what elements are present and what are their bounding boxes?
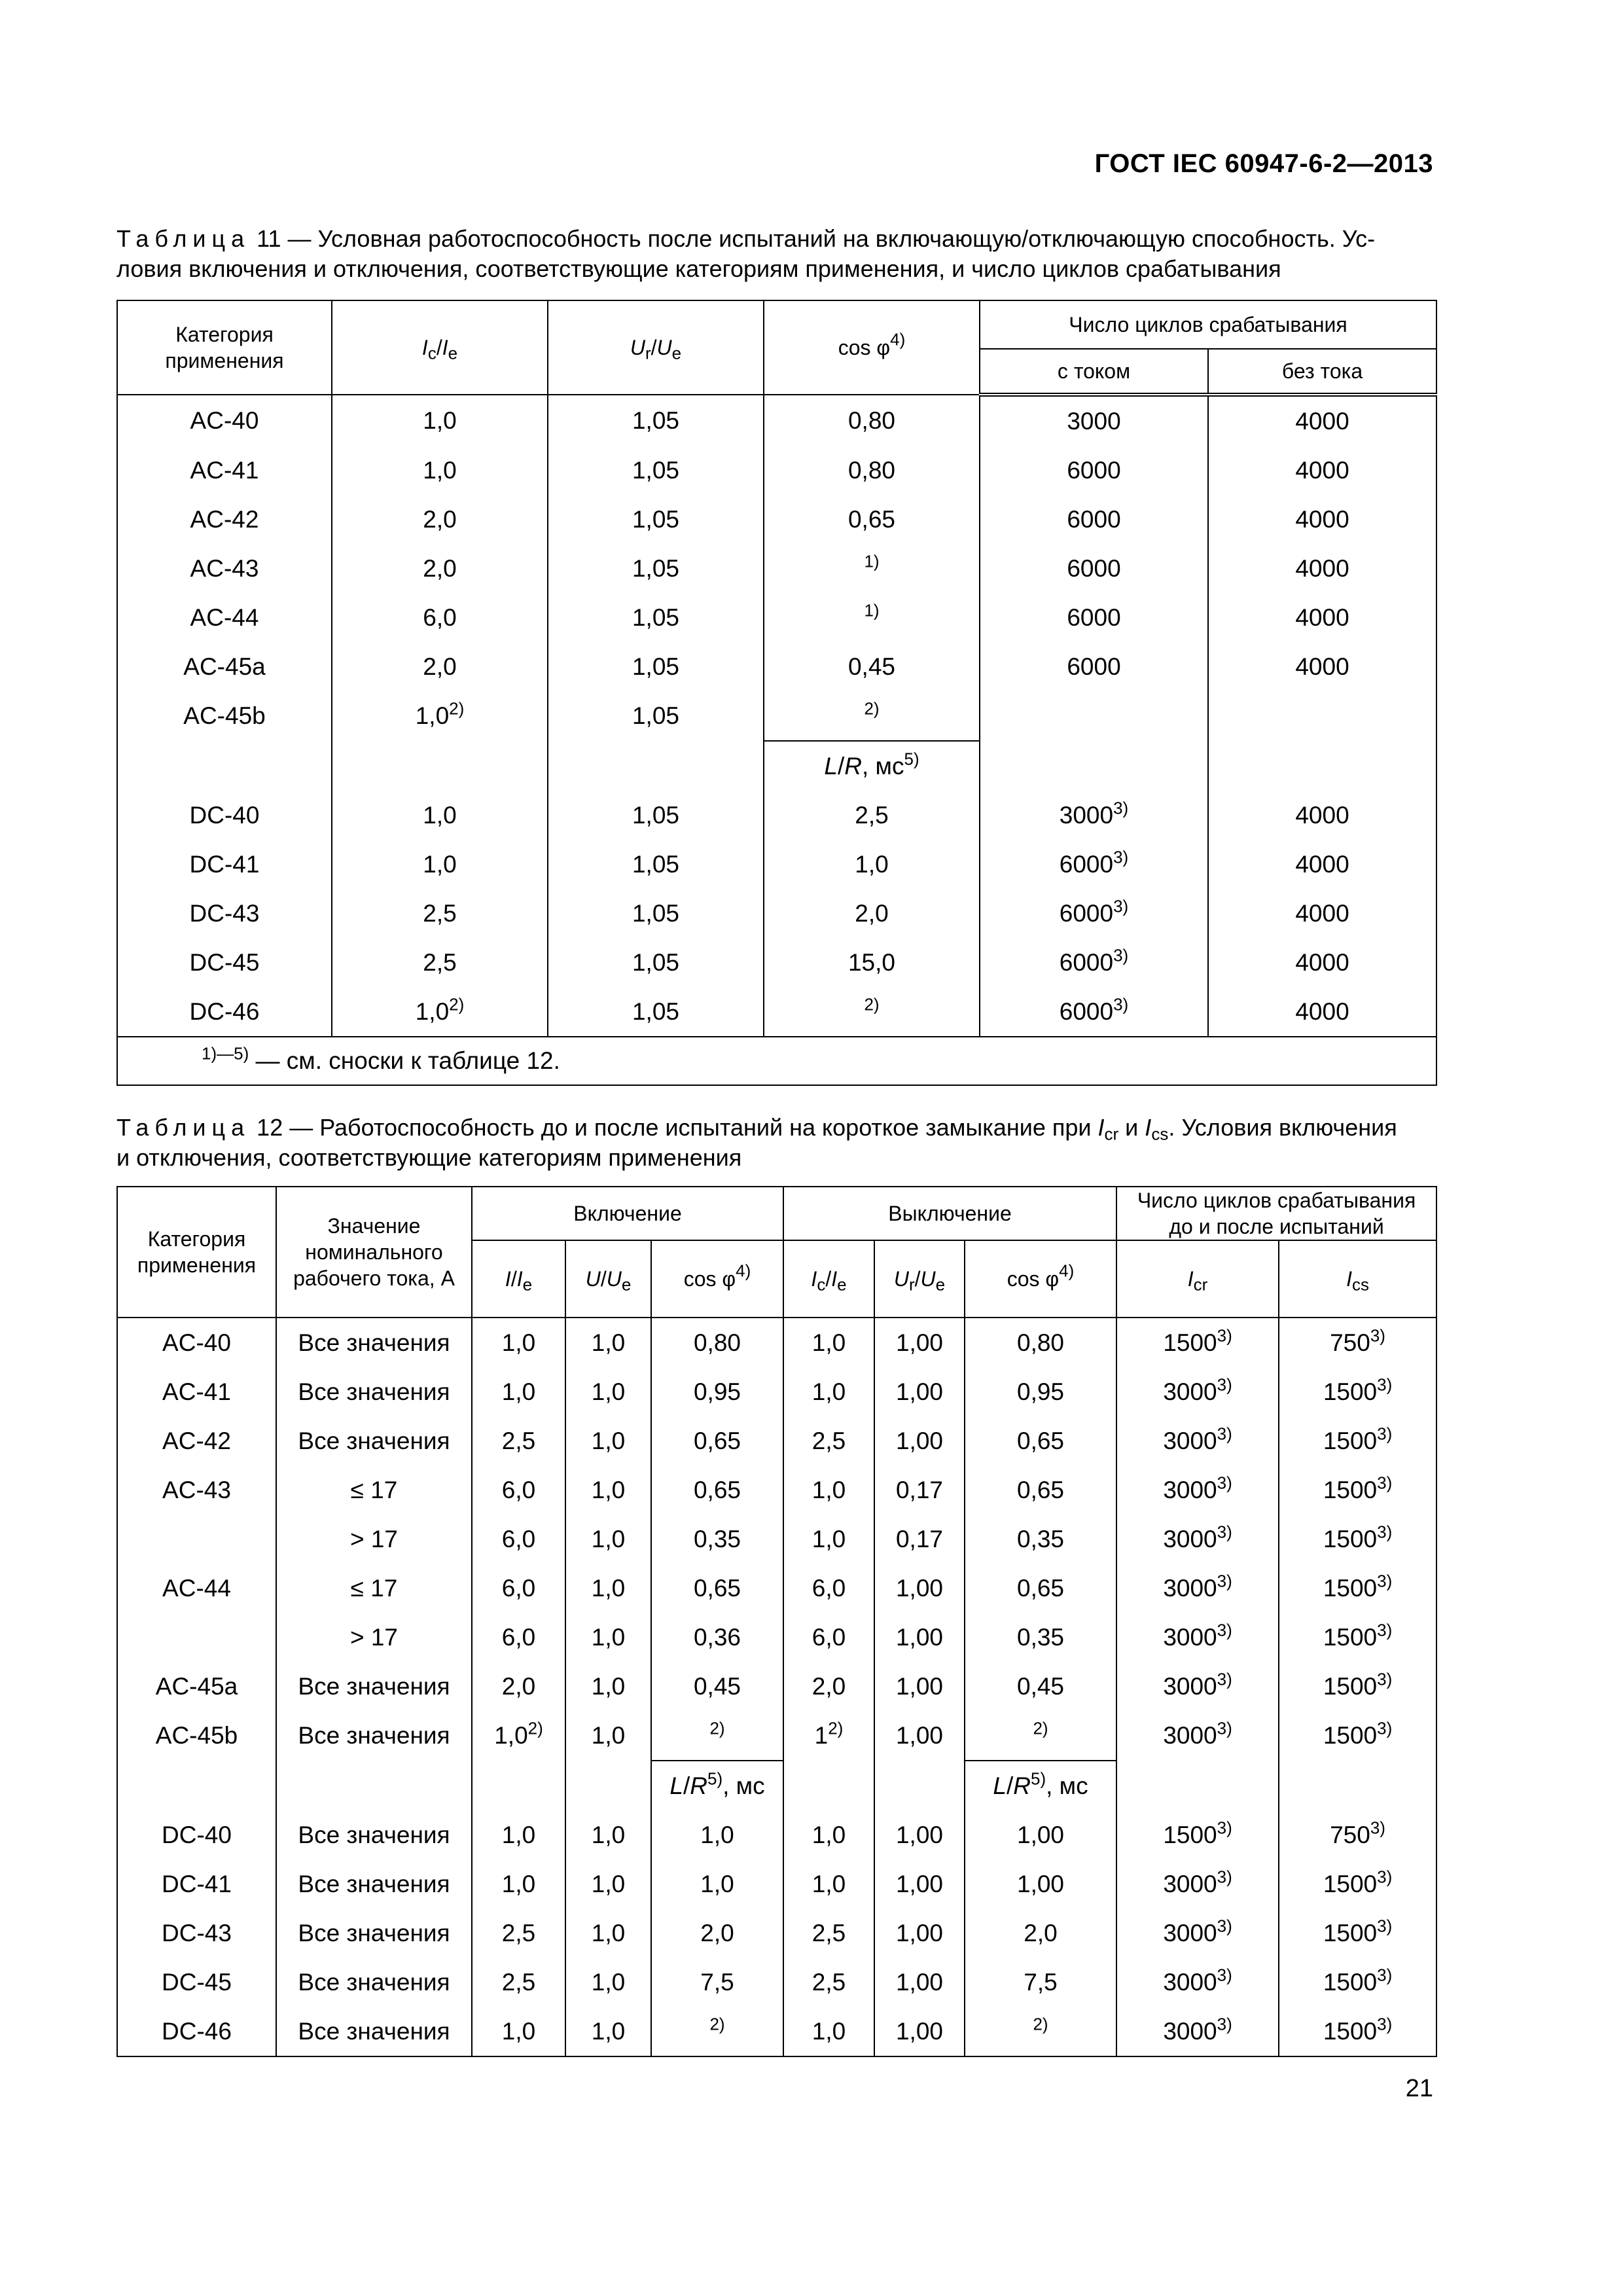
t12-header-category: Категория применения <box>117 1187 276 1318</box>
icr-cell: 3000$^{3)}$ <box>1116 1416 1279 1465</box>
on-u-cell: 1,0 <box>565 1515 651 1564</box>
ic-ie-cell: 1,0 <box>332 840 548 889</box>
table12-caption: Таблица 12 — Работоспособность до и после испытаний на короткое замыкание при $I_{cr}$ и $I_{cs}$. Условия включения и отключения, соответствующие категориям применения <box>116 1113 1436 1173</box>
cycles-with-current-cell: 6000 <box>980 593 1208 642</box>
off-ur-cell: 1,00 <box>874 1662 965 1711</box>
current-value-cell: Все значения <box>276 1909 472 1958</box>
ic-ie-cell: 2,0 <box>332 544 548 593</box>
ur-ue-cell: 1,05 <box>548 938 764 987</box>
t12-header-off: Выключение <box>783 1187 1116 1240</box>
ic-ie-cell: 2,5 <box>332 889 548 938</box>
category-cell: DC-41 <box>117 1859 276 1909</box>
category-cell: AC-44 <box>117 1564 276 1613</box>
icr-cell: 3000$^{3)}$ <box>1116 1909 1279 1958</box>
current-value-cell: Все значения <box>276 1318 472 1367</box>
on-cos-cell: 2) <box>651 1711 783 1761</box>
off-ur-cell: 1,00 <box>874 1958 965 2007</box>
t11-header-ur-ue: $U_r/U_e$ <box>548 300 764 395</box>
on-i-cell: 2,0 <box>472 1662 565 1711</box>
table-row <box>117 1662 1436 1711</box>
ic-ie-cell: 2,5 <box>332 938 548 987</box>
t12-header-ic-ie: $I_c/I_e$ <box>783 1240 874 1318</box>
off-ic-cell: 2,5 <box>783 1416 874 1465</box>
on-u-cell: 1,0 <box>565 1318 651 1367</box>
ics-cell: 750$^{3)}$ <box>1279 1810 1436 1859</box>
cycles-with-current-cell: 3000$^{3)}$ <box>980 791 1208 840</box>
table11-footnote: $^{1)—5)}$ — см. сноски к таблице 12. <box>117 1037 1436 1085</box>
on-cos-cell: 0,65 <box>651 1564 783 1613</box>
category-cell: DC-46 <box>117 987 332 1037</box>
icr-cell: 3000$^{3)}$ <box>1116 2007 1279 2056</box>
ic-ie-cell: 1,0$^{2)}$ <box>332 691 548 741</box>
table-row <box>117 642 1436 691</box>
ur-ue-cell: 1,05 <box>548 840 764 889</box>
table12 <box>116 1186 1437 2057</box>
category-cell: AC-40 <box>117 1318 276 1367</box>
ic-ie-cell: 2,0 <box>332 642 548 691</box>
t12-header-ur-ue: $U_r/U_e$ <box>874 1240 965 1318</box>
on-i-cell: 2,5 <box>472 1416 565 1465</box>
off-ur-cell: 1,00 <box>874 1318 965 1367</box>
on-cos-cell: 0,36 <box>651 1613 783 1662</box>
empty-cell <box>472 1761 565 1810</box>
current-value-cell: Все значения <box>276 1416 472 1465</box>
icr-cell: 3000$^{3)}$ <box>1116 1465 1279 1515</box>
cos-cell: 1) <box>764 544 980 593</box>
cycles-without-current-cell: 4000 <box>1208 593 1436 642</box>
category-cell: AC-42 <box>117 1416 276 1465</box>
icr-cell: 3000$^{3)}$ <box>1116 1958 1279 2007</box>
on-i-cell: 1,0$^{2)}$ <box>472 1711 565 1761</box>
empty-cell <box>565 1761 651 1810</box>
ic-ie-cell: 1,0 <box>332 446 548 495</box>
cycles-without-current-cell: 4000 <box>1208 987 1436 1037</box>
table-row <box>117 495 1436 544</box>
on-u-cell: 1,0 <box>565 1613 651 1662</box>
on-u-cell: 1,0 <box>565 1416 651 1465</box>
category-cell: AC-41 <box>117 1367 276 1416</box>
category-cell: DC-43 <box>117 1909 276 1958</box>
empty-cell <box>117 741 332 791</box>
off-ic-cell: 1,0 <box>783 1859 874 1909</box>
table11-caption-number: 11 <box>257 225 281 252</box>
cycles-with-current-cell: 6000 <box>980 446 1208 495</box>
off-cos-cell: 2) <box>965 1711 1116 1761</box>
on-u-cell: 1,0 <box>565 1564 651 1613</box>
table-row <box>117 1909 1436 1958</box>
on-i-cell: 6,0 <box>472 1564 565 1613</box>
category-cell: AC-43 <box>117 1465 276 1515</box>
table-row <box>117 2007 1436 2056</box>
current-value-cell: > 17 <box>276 1515 472 1564</box>
off-ur-cell: 1,00 <box>874 1416 965 1465</box>
on-i-cell: 1,0 <box>472 1859 565 1909</box>
ics-cell: 1500$^{3)}$ <box>1279 1515 1436 1564</box>
off-lr-label: $L/R^{5)}$, мс <box>965 1761 1116 1810</box>
on-u-cell: 1,0 <box>565 1662 651 1711</box>
table-row <box>117 1515 1436 1564</box>
ic-ie-cell: 2,0 <box>332 495 548 544</box>
t11-header-with-current: с током <box>980 349 1208 395</box>
off-ur-cell: 0,17 <box>874 1515 965 1564</box>
current-value-cell: ≤ 17 <box>276 1465 472 1515</box>
empty-cell <box>276 1761 472 1810</box>
ur-ue-cell: 1,05 <box>548 691 764 741</box>
on-i-cell: 1,0 <box>472 1318 565 1367</box>
table11-footnote-row <box>117 1037 1436 1085</box>
category-cell: DC-45 <box>117 938 332 987</box>
cycles-with-current-cell: 3000 <box>980 395 1208 446</box>
category-cell: AC-40 <box>117 395 332 446</box>
current-value-cell: Все значения <box>276 1367 472 1416</box>
table-row <box>117 1564 1436 1613</box>
on-cos-cell: 7,5 <box>651 1958 783 2007</box>
icr-cell: 3000$^{3)}$ <box>1116 1662 1279 1711</box>
t12-header-u-ue: $U/U_e$ <box>565 1240 651 1318</box>
icr-cell: 3000$^{3)}$ <box>1116 1613 1279 1662</box>
table-row <box>117 1416 1436 1465</box>
category-cell: AC-45b <box>117 1711 276 1761</box>
cycles-without-current-cell: 4000 <box>1208 446 1436 495</box>
table-row <box>117 593 1436 642</box>
category-cell: AC-41 <box>117 446 332 495</box>
table12-caption-number: 12 <box>257 1114 283 1141</box>
off-ur-cell: 1,00 <box>874 1909 965 1958</box>
empty-cell <box>874 1761 965 1810</box>
category-cell: AC-45b <box>117 691 332 741</box>
ic-ie-cell: 1,0$^{2)}$ <box>332 987 548 1037</box>
icr-cell: 3000$^{3)}$ <box>1116 1515 1279 1564</box>
off-cos-cell: 0,65 <box>965 1416 1116 1465</box>
table11 <box>116 300 1437 1086</box>
on-cos-cell: 0,35 <box>651 1515 783 1564</box>
off-cos-cell: 0,45 <box>965 1662 1116 1711</box>
ics-cell: 1500$^{3)}$ <box>1279 1416 1436 1465</box>
off-cos-cell: 0,95 <box>965 1367 1116 1416</box>
off-cos-cell: 1,00 <box>965 1810 1116 1859</box>
table-row <box>117 938 1436 987</box>
on-i-cell: 2,5 <box>472 1958 565 2007</box>
cycles-with-current-cell: 6000 <box>980 544 1208 593</box>
table-row <box>117 791 1436 840</box>
category-cell: DC-40 <box>117 1810 276 1859</box>
ur-ue-cell: 1,05 <box>548 987 764 1037</box>
standard-designation: ГОСТ IEC 60947-6-2—2013 <box>1094 149 1433 178</box>
on-i-cell: 1,0 <box>472 1367 565 1416</box>
on-cos-cell: 2,0 <box>651 1909 783 1958</box>
category-cell: AC-45a <box>117 1662 276 1711</box>
on-u-cell: 1,0 <box>565 1958 651 2007</box>
ur-ue-cell: 1,05 <box>548 593 764 642</box>
on-i-cell: 6,0 <box>472 1465 565 1515</box>
off-cos-cell: 0,35 <box>965 1515 1116 1564</box>
table12-caption-line2: и отключения, соответствующие категориям применения <box>116 1144 742 1171</box>
off-ic-cell: 1,0 <box>783 1515 874 1564</box>
cos-cell: 0,80 <box>764 395 980 446</box>
on-i-cell: 6,0 <box>472 1613 565 1662</box>
on-u-cell: 1,0 <box>565 1465 651 1515</box>
cycles-without-current-cell <box>1208 691 1436 741</box>
on-cos-cell: 0,65 <box>651 1416 783 1465</box>
empty-cell <box>980 741 1208 791</box>
on-cos-cell: 2) <box>651 2007 783 2056</box>
t12-header-off-cos: $\cos \varphi^{4)}$ <box>965 1240 1116 1318</box>
category-cell: DC-40 <box>117 791 332 840</box>
table11-caption-line1: — Условная работоспособность после испытаний на включающую/отключающую способность. Ус- <box>281 225 1376 252</box>
lr-cell: 2) <box>764 987 980 1037</box>
lr-label: L/R, $мс^{5)}$ <box>764 741 980 791</box>
on-u-cell: 1,0 <box>565 2007 651 2056</box>
ur-ue-cell: 1,05 <box>548 495 764 544</box>
t11-header-cos: $\cos \varphi^{4)}$ <box>764 300 980 395</box>
table12-caption-label: Таблица <box>116 1114 251 1141</box>
on-u-cell: 1,0 <box>565 1810 651 1859</box>
cycles-without-current-cell: 4000 <box>1208 938 1436 987</box>
lr-cell: 2,0 <box>764 889 980 938</box>
t11-header-cycles: Число циклов срабатывания <box>980 300 1436 349</box>
ics-cell: 1500$^{3)}$ <box>1279 1367 1436 1416</box>
table-row <box>117 1859 1436 1909</box>
t12-header-current-value: Значение номинального рабочего тока, А <box>276 1187 472 1318</box>
table-row <box>117 395 1436 446</box>
category-cell: AC-44 <box>117 593 332 642</box>
off-cos-cell: 0,35 <box>965 1613 1116 1662</box>
on-cos-cell: 1,0 <box>651 1859 783 1909</box>
cycles-without-current-cell: 4000 <box>1208 642 1436 691</box>
ur-ue-cell: 1,05 <box>548 791 764 840</box>
off-ic-cell: 2,0 <box>783 1662 874 1711</box>
on-u-cell: 1,0 <box>565 1859 651 1909</box>
lr-cell: 1,0 <box>764 840 980 889</box>
empty-cell <box>1116 1761 1279 1810</box>
on-cos-cell: 0,65 <box>651 1465 783 1515</box>
t12-header-i-ie: $I/I_e$ <box>472 1240 565 1318</box>
cos-cell: 0,45 <box>764 642 980 691</box>
cycles-with-current-cell: 6000 <box>980 495 1208 544</box>
off-ic-cell: 1,0 <box>783 1367 874 1416</box>
on-i-cell: 6,0 <box>472 1515 565 1564</box>
table-row <box>117 1367 1436 1416</box>
ur-ue-cell: 1,05 <box>548 544 764 593</box>
table-row <box>117 987 1436 1037</box>
current-value-cell: Все значения <box>276 1810 472 1859</box>
on-lr-label: $L/R^{5)}$, мс <box>651 1761 783 1810</box>
cycles-without-current-cell: 4000 <box>1208 889 1436 938</box>
cycles-with-current-cell: 6000$^{3)}$ <box>980 840 1208 889</box>
on-u-cell: 1,0 <box>565 1711 651 1761</box>
category-cell <box>117 1515 276 1564</box>
empty-cell <box>1208 741 1436 791</box>
cycles-without-current-cell: 4000 <box>1208 495 1436 544</box>
on-cos-cell: 0,45 <box>651 1662 783 1711</box>
off-cos-cell: 1,00 <box>965 1859 1116 1909</box>
off-ic-cell: 1$^{2)}$ <box>783 1711 874 1761</box>
page-number: 21 <box>1405 2075 1433 2102</box>
empty-cell <box>1279 1761 1436 1810</box>
empty-cell <box>117 1761 276 1810</box>
current-value-cell: > 17 <box>276 1613 472 1662</box>
on-u-cell: 1,0 <box>565 1909 651 1958</box>
lr-subheader-row <box>117 741 1436 791</box>
table-row <box>117 1318 1436 1367</box>
on-i-cell: 1,0 <box>472 1810 565 1859</box>
ics-cell: 1500$^{3)}$ <box>1279 1859 1436 1909</box>
cos-cell: 1) <box>764 593 980 642</box>
cycles-with-current-cell: 6000$^{3)}$ <box>980 938 1208 987</box>
current-value-cell: Все значения <box>276 2007 472 2056</box>
off-ic-cell: 1,0 <box>783 1318 874 1367</box>
t11-header-without-current: без тока <box>1208 349 1436 395</box>
ic-ie-cell: 1,0 <box>332 791 548 840</box>
category-cell: DC-45 <box>117 1958 276 2007</box>
off-cos-cell: 0,65 <box>965 1465 1116 1515</box>
table-row <box>117 1810 1436 1859</box>
ic-ie-cell: 6,0 <box>332 593 548 642</box>
table-row <box>117 1958 1436 2007</box>
category-cell: AC-43 <box>117 544 332 593</box>
on-cos-cell: 0,80 <box>651 1318 783 1367</box>
ics-cell: 1500$^{3)}$ <box>1279 1958 1436 2007</box>
cycles-without-current-cell: 4000 <box>1208 544 1436 593</box>
ics-cell: 1500$^{3)}$ <box>1279 1465 1436 1515</box>
t11-header-category: Категория применения <box>117 300 332 395</box>
ics-cell: 1500$^{3)}$ <box>1279 1711 1436 1761</box>
off-ur-cell: 1,00 <box>874 1810 965 1859</box>
ics-cell: 750$^{3)}$ <box>1279 1318 1436 1367</box>
current-value-cell: Все значения <box>276 1662 472 1711</box>
current-value-cell: Все значения <box>276 1958 472 2007</box>
ic-ie-cell: 1,0 <box>332 395 548 446</box>
ur-ue-cell: 1,05 <box>548 395 764 446</box>
off-ic-cell: 6,0 <box>783 1613 874 1662</box>
off-ur-cell: 0,17 <box>874 1465 965 1515</box>
off-ic-cell: 2,5 <box>783 1958 874 2007</box>
table11-caption-label: Таблица <box>116 225 251 252</box>
cycles-with-current-cell: 6000$^{3)}$ <box>980 987 1208 1037</box>
off-ur-cell: 1,00 <box>874 1613 965 1662</box>
icr-cell: 3000$^{3)}$ <box>1116 1367 1279 1416</box>
cycles-with-current-cell: 6000$^{3)}$ <box>980 889 1208 938</box>
cos-cell: 2) <box>764 691 980 741</box>
lr-subheader-row <box>117 1761 1436 1810</box>
off-ur-cell: 1,00 <box>874 1711 965 1761</box>
icr-cell: 1500$^{3)}$ <box>1116 1810 1279 1859</box>
t12-header-icr: $I_{cr}$ <box>1116 1240 1279 1318</box>
off-ic-cell: 1,0 <box>783 1465 874 1515</box>
category-cell <box>117 1613 276 1662</box>
table-row <box>117 691 1436 741</box>
cycles-with-current-cell: 6000 <box>980 642 1208 691</box>
on-u-cell: 1,0 <box>565 1367 651 1416</box>
ics-cell: 1500$^{3)}$ <box>1279 1909 1436 1958</box>
off-ur-cell: 1,00 <box>874 1367 965 1416</box>
lr-cell: 15,0 <box>764 938 980 987</box>
icr-cell: 3000$^{3)}$ <box>1116 1859 1279 1909</box>
off-ic-cell: 1,0 <box>783 2007 874 2056</box>
off-cos-cell: 0,65 <box>965 1564 1116 1613</box>
cycles-without-current-cell: 4000 <box>1208 791 1436 840</box>
current-value-cell: ≤ 17 <box>276 1564 472 1613</box>
off-ur-cell: 1,00 <box>874 1564 965 1613</box>
category-cell: DC-43 <box>117 889 332 938</box>
table-row <box>117 840 1436 889</box>
ur-ue-cell: 1,05 <box>548 446 764 495</box>
on-i-cell: 2,5 <box>472 1909 565 1958</box>
current-value-cell: Все значения <box>276 1711 472 1761</box>
off-ur-cell: 1,00 <box>874 1859 965 1909</box>
table11-caption <box>116 224 1436 284</box>
ics-cell: 1500$^{3)}$ <box>1279 2007 1436 2056</box>
category-cell: DC-46 <box>117 2007 276 2056</box>
table-row <box>117 889 1436 938</box>
icr-cell: 3000$^{3)}$ <box>1116 1711 1279 1761</box>
current-value-cell: Все значения <box>276 1859 472 1909</box>
on-i-cell: 1,0 <box>472 2007 565 2056</box>
off-cos-cell: 0,80 <box>965 1318 1116 1367</box>
off-ic-cell: 1,0 <box>783 1810 874 1859</box>
empty-cell <box>783 1761 874 1810</box>
cycles-without-current-cell: 4000 <box>1208 395 1436 446</box>
off-ic-cell: 2,5 <box>783 1909 874 1958</box>
table-row <box>117 1711 1436 1761</box>
t12-header-on-cos: $\cos \varphi^{4)}$ <box>651 1240 783 1318</box>
table-row <box>117 1613 1436 1662</box>
off-cos-cell: 2,0 <box>965 1909 1116 1958</box>
cos-cell: 0,80 <box>764 446 980 495</box>
off-cos-cell: 2) <box>965 2007 1116 2056</box>
t12-header-ics: $I_{cs}$ <box>1279 1240 1436 1318</box>
table-row <box>117 544 1436 593</box>
t12-header-on: Включение <box>472 1187 783 1240</box>
ur-ue-cell: 1,05 <box>548 642 764 691</box>
ics-cell: 1500$^{3)}$ <box>1279 1613 1436 1662</box>
on-cos-cell: 0,95 <box>651 1367 783 1416</box>
cos-cell: 0,65 <box>764 495 980 544</box>
icr-cell: 1500$^{3)}$ <box>1116 1318 1279 1367</box>
ur-ue-cell: 1,05 <box>548 889 764 938</box>
empty-cell <box>332 741 548 791</box>
icr-cell: 3000$^{3)}$ <box>1116 1564 1279 1613</box>
table-row <box>117 1465 1436 1515</box>
table11-caption-line2: ловия включения и отключения, соответствующие категориям применения, и число циклов срабатывания <box>116 255 1281 282</box>
off-ic-cell: 6,0 <box>783 1564 874 1613</box>
cycles-without-current-cell: 4000 <box>1208 840 1436 889</box>
ics-cell: 1500$^{3)}$ <box>1279 1564 1436 1613</box>
t12-header-cycles: Число циклов срабатывания до и после испытаний <box>1116 1187 1436 1240</box>
cycles-with-current-cell <box>980 691 1208 741</box>
off-ur-cell: 1,00 <box>874 2007 965 2056</box>
t11-header-ic-ie: $I_c/I_e$ <box>332 300 548 395</box>
ics-cell: 1500$^{3)}$ <box>1279 1662 1436 1711</box>
category-cell: DC-41 <box>117 840 332 889</box>
category-cell: AC-45a <box>117 642 332 691</box>
table-row <box>117 446 1436 495</box>
lr-cell: 2,5 <box>764 791 980 840</box>
empty-cell <box>548 741 764 791</box>
on-cos-cell: 1,0 <box>651 1810 783 1859</box>
category-cell: AC-42 <box>117 495 332 544</box>
off-cos-cell: 7,5 <box>965 1958 1116 2007</box>
